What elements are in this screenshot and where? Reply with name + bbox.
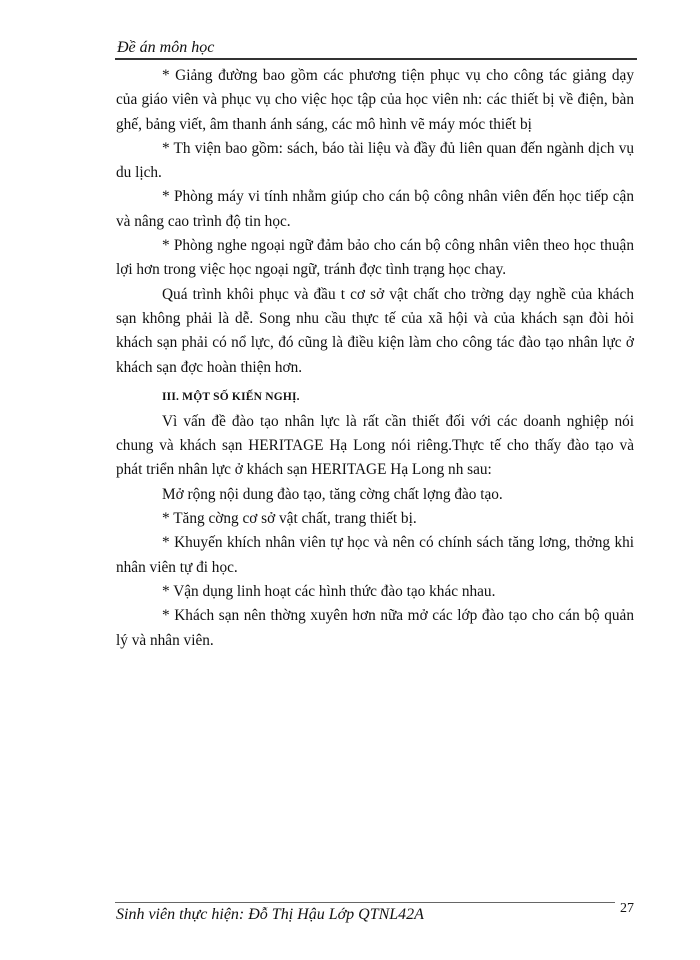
header-title: Đề án môn học xyxy=(117,39,215,56)
page-header xyxy=(115,38,637,60)
page-number: 27 xyxy=(620,901,634,916)
paragraph-expand-training: Mở rộng nội dung đào tạo, tăng cờng chất lợng đào tạo. xyxy=(162,485,503,503)
document-body xyxy=(116,64,634,653)
paragraph-language-room: * Phòng nghe ngoại ngữ đảm bảo cho cán bộ công nhân viên theo học thuận lợi hơn trong việc học ngoại ngữ, tránh đợc tình trạng học chay. xyxy=(116,237,634,279)
footer-author: Sinh viên thực hiện: Đỗ Thị Hậu Lớp QTNL42A xyxy=(116,906,424,923)
paragraph-computer-room: * Phòng máy vi tính nhằm giúp cho cán bộ công nhân viên đến học tiếp cận và nâng cao trình độ tin học. xyxy=(116,188,634,230)
paragraph-restoration-process: Quá trình khôi phục và đầu t cơ sở vật chất cho trờng dạy nghề của khách sạn không phải là dễ. Song nhu cầu thực tế của xã hội và của khách sạn đòi hỏi khách sạn phải có nổ lực, đó cũng là điều kiện làm cho công tác đào tạo nhân lực ở khách sạn đợc hoàn thiện hơn. xyxy=(116,285,634,376)
paragraph-self-study: * Khuyến khích nhân viên tự học và nên có chính sách tăng lơng, thởng khi nhân viên tự đi học. xyxy=(116,534,634,576)
page-footer xyxy=(115,902,615,923)
section-heading: III. MỘT SỐ KIẾN NGHỊ. xyxy=(162,390,300,403)
paragraph-more-classes: * Khách sạn nên thờng xuyên hơn nữa mở các lớp đào tạo cho cán bộ quản lý và nhân viên. xyxy=(116,607,634,649)
paragraph-lecture-hall: * Giảng đường bao gồm các phương tiện phục vụ cho công tác giảng dạy của giáo viên và phục vụ cho việc học tập của học viên nh: các thiết bị về điện, bàn ghế, bảng viết, âm thanh ánh sáng, các mô hình vẽ máy móc thiết bị xyxy=(116,67,634,133)
paragraph-facilities: * Tăng cờng cơ sở vật chất, trang thiết bị. xyxy=(162,510,417,528)
paragraph-recommendation-intro: Vì vấn đề đào tạo nhân lực là rất cần thiết đối với các doanh nghiệp nói chung và khách sạn HERITAGE Hạ Long nói riêng.Thực tế cho thấy đào tạo và phát triển nhân lực ở khách sạn HERITAGE Hạ Long nh sau: xyxy=(116,412,634,479)
paragraph-library: * Th viện bao gồm: sách, báo tài liệu và đầy đủ liên quan đến ngành dịch vụ du lịch. xyxy=(116,139,634,182)
paragraph-flexible-methods: * Vận dụng linh hoạt các hình thức đào tạo khác nhau. xyxy=(162,582,496,600)
